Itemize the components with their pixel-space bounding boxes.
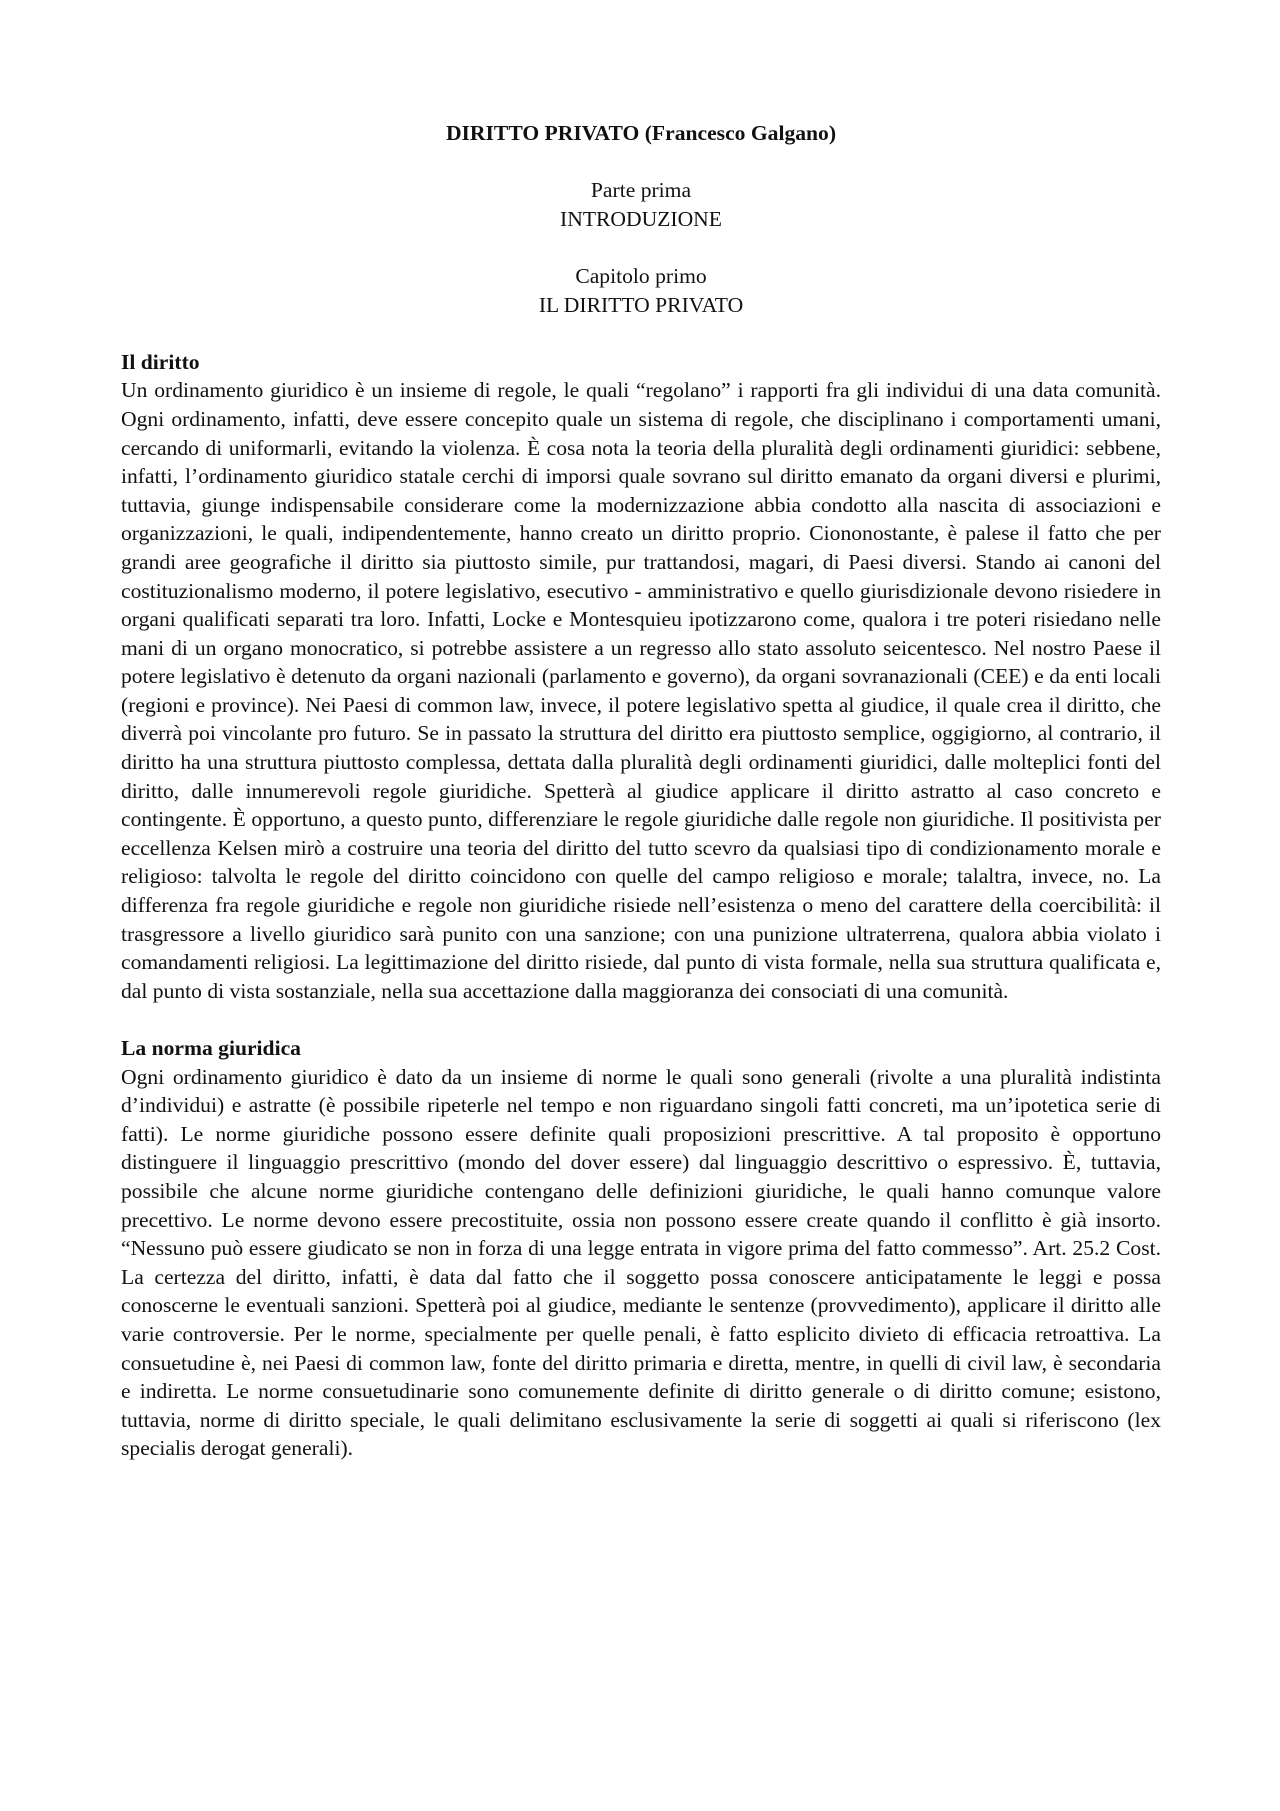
part-heading <box>121 176 1161 233</box>
page-content <box>121 119 1161 1463</box>
chapter-name: IL DIRITTO PRIVATO <box>538 292 744 317</box>
section-il-diritto <box>121 348 1161 1006</box>
section-la-norma-giuridica <box>121 1034 1161 1463</box>
chapter-label: Capitolo primo <box>575 263 707 288</box>
section-heading: La norma giuridica <box>121 1036 301 1060</box>
section-heading: Il diritto <box>121 349 200 374</box>
section-paragraph: Ogni ordinamento giuridico è dato da un insieme di norme le quali sono generali (rivolte a una pluralità indistinta d’individui) e astratte (è possibile ripeterle nel tempo e non riguardano singoli fatti concreti, ma un’ipotetica serie di fatti). Le norme giuridiche possono essere definite quali proposizioni prescrittive. A tal proposito è opportuno distinguere il linguaggio prescrittivo (mondo del dover essere) dal linguaggio descrittivo o espressivo. È, tuttavia, possibile che alcune norme giuridiche contengano delle definizioni giuridiche, le quali hanno comunque valore precettivo. Le norme devono essere precostituite, ossia non possono essere create quando il conflitto è già insorto. “Nessuno può essere giudicato se non in forza di una legge entrata in vigore prima del fatto commesso”. Art. 25.2 Cost. La certezza del diritto, infatti, è data dal fatto che il soggetto possa conoscere anticipatamente le leggi e possa conoscerne le eventuali sanzioni. Spetterà poi al giudice, mediante le sentenze (provvedimento), applicare il diritto alle varie controversie. Per le norme, specialmente per quelle penali, è fatto esplicito divieto di efficacia retroattiva. La consuetudine è, nei Paesi di common law, fonte del diritto primaria e diretta, mentre, in quelli di civil law, è secondaria e indiretta. Le norme consuetudinarie sono comunemente definite di diritto generale o di diritto comune; esistono, tuttavia, norme di diritto speciale, le quali delimitano esclusivamente la serie di soggetti ai quali si riferiscono (lex specialis derogat generali). <box>121 1064 1161 1461</box>
chapter-heading <box>121 262 1161 319</box>
part-label: Parte prima <box>590 178 692 203</box>
document-title: DIRITTO PRIVATO (Francesco Galgano) <box>445 121 837 145</box>
section-paragraph: Un ordinamento giuridico è un insieme di regole, le quali “regolano” i rapporti fra gli individui di una data comunità. Ogni ordinamento, infatti, deve essere concepito quale un sistema di regole, che disciplinano i comportamenti umani, cercando di uniformarli, evitando la violenza. È cosa nota la teoria della pluralità degli ordinamenti giuridici: sebbene, infatti, l’ordinamento giuridico statale cerchi di imporsi quale sovrano sul diritto emanato da organi diversi e plurimi, tuttavia, giunge indispensabile considerare come la modernizzazione abbia condotto alla nascita di associazioni e organizzazioni, le quali, indipendentemente, hanno creato un diritto proprio. Ciononostante, è palese il fatto che per grandi aree geografiche il diritto sia piuttosto simile, pur trattandosi, magari, di Paesi diversi. Stando ai canoni del costituzionalismo moderno, il potere legislativo, esecutivo - amministrativo e quello giurisdizionale devono risiedere in organi qualificati separati tra loro. Infatti, Locke e Montesquieu ipotizzarono come, qualora i tre poteri risiedano nelle mani di un organo monocratico, si potrebbe assistere a un regresso allo stato assoluto seicentesco. Nel nostro Paese il potere legislativo è detenuto da organi nazionali (parlamento e governo), da organi sovranazionali (CEE) e da enti locali (regioni e province). Nei Paesi di common law, invece, il potere legislativo spetta al giudice, il quale crea il diritto, che diverrà poi vincolante pro futuro. Se in passato la struttura del diritto era piuttosto semplice, oggigiorno, al contrario, il diritto ha una struttura piuttosto complessa, dettata dalla pluralità degli ordinamenti giuridici, dalle molteplici fonti del diritto, dalle innumerevoli regole giuridiche. Spetterà al giudice applicare il diritto astratto al caso concreto e contingente. È opportuno, a questo punto, differenziare le regole giuridiche dalle regole non giuridiche. Il positivista per eccellenza Kelsen mirò a costruire una teoria del diritto del tutto scevro da qualsiasi tipo di condizionamento morale e religioso: talvolta le regole del diritto coincidono con quelle del campo religioso e morale; talaltra, invece, no. La differenza fra regole giuridiche e regole non giuridiche risiede nell’esistenza o meno del carattere della coercibilità: il trasgressore a livello giuridico sarà punito con una sanzione; con una punizione ultraterrena, qualora abbia violato i comandamenti religiosi. La legittimazione del diritto risiede, dal punto di vista formale, nella sua struttura qualificata e, dal punto di vista sostanziale, nella sua accettazione dalla maggioranza dei consociati di una comunità. <box>121 378 1161 1003</box>
part-name: INTRODUZIONE <box>560 206 722 231</box>
